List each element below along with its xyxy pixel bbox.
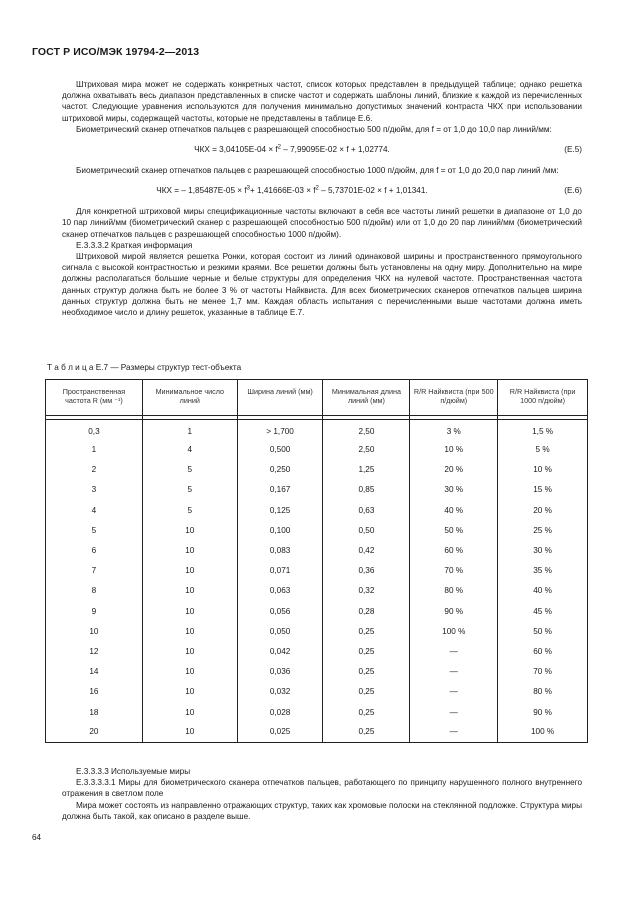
structure-sizes-table <box>45 379 588 743</box>
table-cell: 60 % <box>410 540 498 560</box>
section-heading: Е.3.3.3.3.1 Миры для биометрического сканера отпечатков пальцев, работающего по принципу нарушенного полного внутреннего отражения в светлом поле <box>62 778 582 799</box>
section-heading: Е.3.3.3.3 Используемые миры <box>76 767 191 776</box>
table-cell: 25 % <box>498 520 588 540</box>
table-cell: 1 <box>46 440 143 460</box>
table-cell: 20 % <box>410 460 498 480</box>
table-cell: 15 % <box>498 480 588 500</box>
table-row <box>46 601 588 621</box>
table-cell: — <box>410 662 498 682</box>
table-cell: — <box>410 682 498 702</box>
table-cell: 10 <box>142 540 237 560</box>
table-row <box>46 460 588 480</box>
table-cell: 0,25 <box>323 621 410 641</box>
table-cell: 20 <box>46 722 143 742</box>
table-cell: 9 <box>46 601 143 621</box>
table-row <box>46 540 588 560</box>
table-caption: Т а б л и ц а Е.7 — Размеры структур тест-объекта <box>47 363 242 372</box>
table-cell: 80 % <box>410 581 498 601</box>
table-cell: 8 <box>46 581 143 601</box>
body-text-top <box>62 79 582 318</box>
table-cell: 90 % <box>410 601 498 621</box>
table-cell: 100 % <box>410 621 498 641</box>
table-row <box>46 722 588 742</box>
paragraph: Для конкретной штриховой миры спецификационные частоты включают в себя все частоты линий решетки в диапазоне от 1,0 до 10 пар линий/мм (биометрический сканер с разрешающей способностью 500 п/дюйм) или от 1,0 до 20 пар линий/мм (биометрический сканер отпечатков пальцев с разрешающей способностью 1000 п/дюйм). <box>62 207 582 239</box>
table-cell: 7 <box>46 561 143 581</box>
table-body <box>46 419 588 742</box>
table-cell: 0,85 <box>323 480 410 500</box>
formula-e6 <box>62 185 582 197</box>
body-text-bottom <box>62 766 582 822</box>
table-cell: 45 % <box>498 601 588 621</box>
table-row <box>46 480 588 500</box>
table-cell: 0,32 <box>323 581 410 601</box>
table-cell: 0,50 <box>323 520 410 540</box>
table-cell: 0,3 <box>46 419 143 439</box>
table-cell: 0,063 <box>237 581 323 601</box>
table-cell: 40 % <box>498 581 588 601</box>
table-cell: 2,50 <box>323 440 410 460</box>
table-cell: 5 <box>142 480 237 500</box>
table-cell: 0,25 <box>323 682 410 702</box>
paragraph: Мира может состоять из направленно отражающих структур, таких как хромовые полоски на стеклянной подложке. Структура миры должна быть такой, как описано в разделе выше. <box>62 800 582 821</box>
formula-e5 <box>62 144 582 156</box>
table-cell: 1,5 % <box>498 419 588 439</box>
table-cell: — <box>410 641 498 661</box>
column-header: R/R Найквиста (при 500 п/дюйм) <box>410 380 498 416</box>
table-cell: 18 <box>46 702 143 722</box>
table-cell: 100 % <box>498 722 588 742</box>
column-header: Минимальное число линий <box>142 380 237 416</box>
table-cell: 1,25 <box>323 460 410 480</box>
table-cell: 0,28 <box>323 601 410 621</box>
table-cell: 10 <box>142 581 237 601</box>
table-cell: 0,083 <box>237 540 323 560</box>
paragraph: Биометрический сканер отпечатков пальцев с разрешающей способностью 500 п/дюйм, для f = от 1,0 до 10,0 пар линий/мм: <box>76 124 552 134</box>
table-cell: 2,50 <box>323 419 410 439</box>
table-cell: 50 % <box>498 621 588 641</box>
table-cell: 10 <box>142 682 237 702</box>
table-cell: 5 <box>142 500 237 520</box>
table-cell: 0,25 <box>323 722 410 742</box>
table-row <box>46 500 588 520</box>
table-cell: 70 % <box>498 662 588 682</box>
table-cell: 30 % <box>410 480 498 500</box>
table-cell: 0,050 <box>237 621 323 641</box>
table-cell: 10 <box>142 601 237 621</box>
table-cell: 0,167 <box>237 480 323 500</box>
table-cell: 10 % <box>498 460 588 480</box>
column-header: R/R Найквиста (при 1000 п/дюйм) <box>498 380 588 416</box>
table-cell: 0,500 <box>237 440 323 460</box>
table-cell: 70 % <box>410 561 498 581</box>
table-cell: 3 <box>46 480 143 500</box>
table-row <box>46 702 588 722</box>
table-row <box>46 520 588 540</box>
table-cell: 12 <box>46 641 143 661</box>
table-cell: 2 <box>46 460 143 480</box>
table-cell: 30 % <box>498 540 588 560</box>
table-cell: > 1,700 <box>237 419 323 439</box>
table-cell: 1 <box>142 419 237 439</box>
table-cell: 60 % <box>498 641 588 661</box>
table-cell: 40 % <box>410 500 498 520</box>
table-row <box>46 440 588 460</box>
table-cell: 10 <box>142 561 237 581</box>
table-cell: 0,056 <box>237 601 323 621</box>
table-cell: 90 % <box>498 702 588 722</box>
table-cell: 10 <box>142 520 237 540</box>
table-row <box>46 561 588 581</box>
table-cell: 4 <box>142 440 237 460</box>
table-row <box>46 641 588 661</box>
column-header: Пространственная частота R (мм ⁻¹) <box>46 380 143 416</box>
table-cell: 10 <box>142 722 237 742</box>
table-cell: 0,250 <box>237 460 323 480</box>
table-cell: 4 <box>46 500 143 520</box>
table-cell: 0,032 <box>237 682 323 702</box>
table-cell: — <box>410 722 498 742</box>
section-heading: Е.3.3.3.2 Краткая информация <box>76 240 193 250</box>
paragraph: Штриховой мирой является решетка Ронки, которая состоит из линий одинаковой ширины и пространственного прямоугольного сигнала с высокой контрастностью и резкими краями. Все решетки должны быть установлены на одну миру. Дополнительно на мире должны располагаться большие черные и белые структуры для определения ЧКХ на нулевой частоте. Пространственная частота данных структур должна быть не более 3 % от частоты Найквиста. Для всех биометрических сканеров отпечатков пальцев ширина данных структур должна быть не менее 1,7 мм. Каждая область испытания с перечисленными выше частотами должна иметь необходимое число и длину решеток, указанные в таблице Е.7. <box>62 252 582 318</box>
table-row <box>46 662 588 682</box>
table-cell: 0,042 <box>237 641 323 661</box>
table-cell: 10 <box>142 641 237 661</box>
table-row <box>46 581 588 601</box>
table-cell: 3 % <box>410 419 498 439</box>
paragraph: Штриховая мира может не содержать конкретных частот, список которых представлен в предыдущей таблице; однако решетка должна охватывать весь диапазон представленных в списке частот и содержать шаблоны линий, близкие к каждой из перечисленных частот. Следующие уравнения используются для получения минимально допустимых значений контраста ЧКХ при использовании штриховой миры, содержащей частоты, которые не представлены в таблице Е.6. <box>62 80 582 123</box>
table-cell: 20 % <box>498 500 588 520</box>
table-cell: 0,028 <box>237 702 323 722</box>
table-cell: 16 <box>46 682 143 702</box>
table-cell: 10 <box>142 621 237 641</box>
table-cell: 0,025 <box>237 722 323 742</box>
table-cell: 14 <box>46 662 143 682</box>
table-row <box>46 621 588 641</box>
paragraph: Биометрический сканер отпечатков пальцев с разрешающей способностью 1000 п/дюйм, для f = от 1,0 до 20,0 пар линий /мм: <box>76 166 559 176</box>
table-cell: 0,25 <box>323 662 410 682</box>
table-cell: 0,036 <box>237 662 323 682</box>
table-cell: 6 <box>46 540 143 560</box>
table-cell: 0,071 <box>237 561 323 581</box>
table-cell: 10 <box>142 702 237 722</box>
table-cell: 0,125 <box>237 500 323 520</box>
table-cell: 0,25 <box>323 702 410 722</box>
table-row <box>46 682 588 702</box>
table-cell: 5 % <box>498 440 588 460</box>
table-cell: 0,25 <box>323 641 410 661</box>
page-number: 64 <box>32 833 42 842</box>
formula-number: (Е.6) <box>564 186 582 196</box>
column-header: Ширина линий (мм) <box>237 380 323 416</box>
document-header: ГОСТ Р ИСО/МЭК 19794-2—2013 <box>32 46 200 58</box>
formula-expression: ЧКХ = $3,04105Е-04 \times f^2 - 7,99095Е-02 \times f + 1,02774$. <box>194 144 390 155</box>
table-cell: 10 <box>142 662 237 682</box>
table-cell: 0,100 <box>237 520 323 540</box>
table-cell: 10 % <box>410 440 498 460</box>
formula-number: (Е.5) <box>564 145 582 155</box>
table-cell: 5 <box>142 460 237 480</box>
table-cell: 5 <box>46 520 143 540</box>
table-cell: 0,63 <box>323 500 410 520</box>
table-cell: 50 % <box>410 520 498 540</box>
table-cell: 80 % <box>498 682 588 702</box>
table-cell: 0,42 <box>323 540 410 560</box>
table-cell: — <box>410 702 498 722</box>
table-cell: 10 <box>46 621 143 641</box>
formula-expression: ЧКХ = – $1,85487Е-05 \times f^3+ 1,41666Е-03 \times f^2 - 5,73701Е-02 \times f + 1,01341$. <box>156 185 428 196</box>
table-cell: 35 % <box>498 561 588 581</box>
column-header: Минимальная длина линий (мм) <box>323 380 410 416</box>
table-row <box>46 419 588 439</box>
table-cell: 0,36 <box>323 561 410 581</box>
